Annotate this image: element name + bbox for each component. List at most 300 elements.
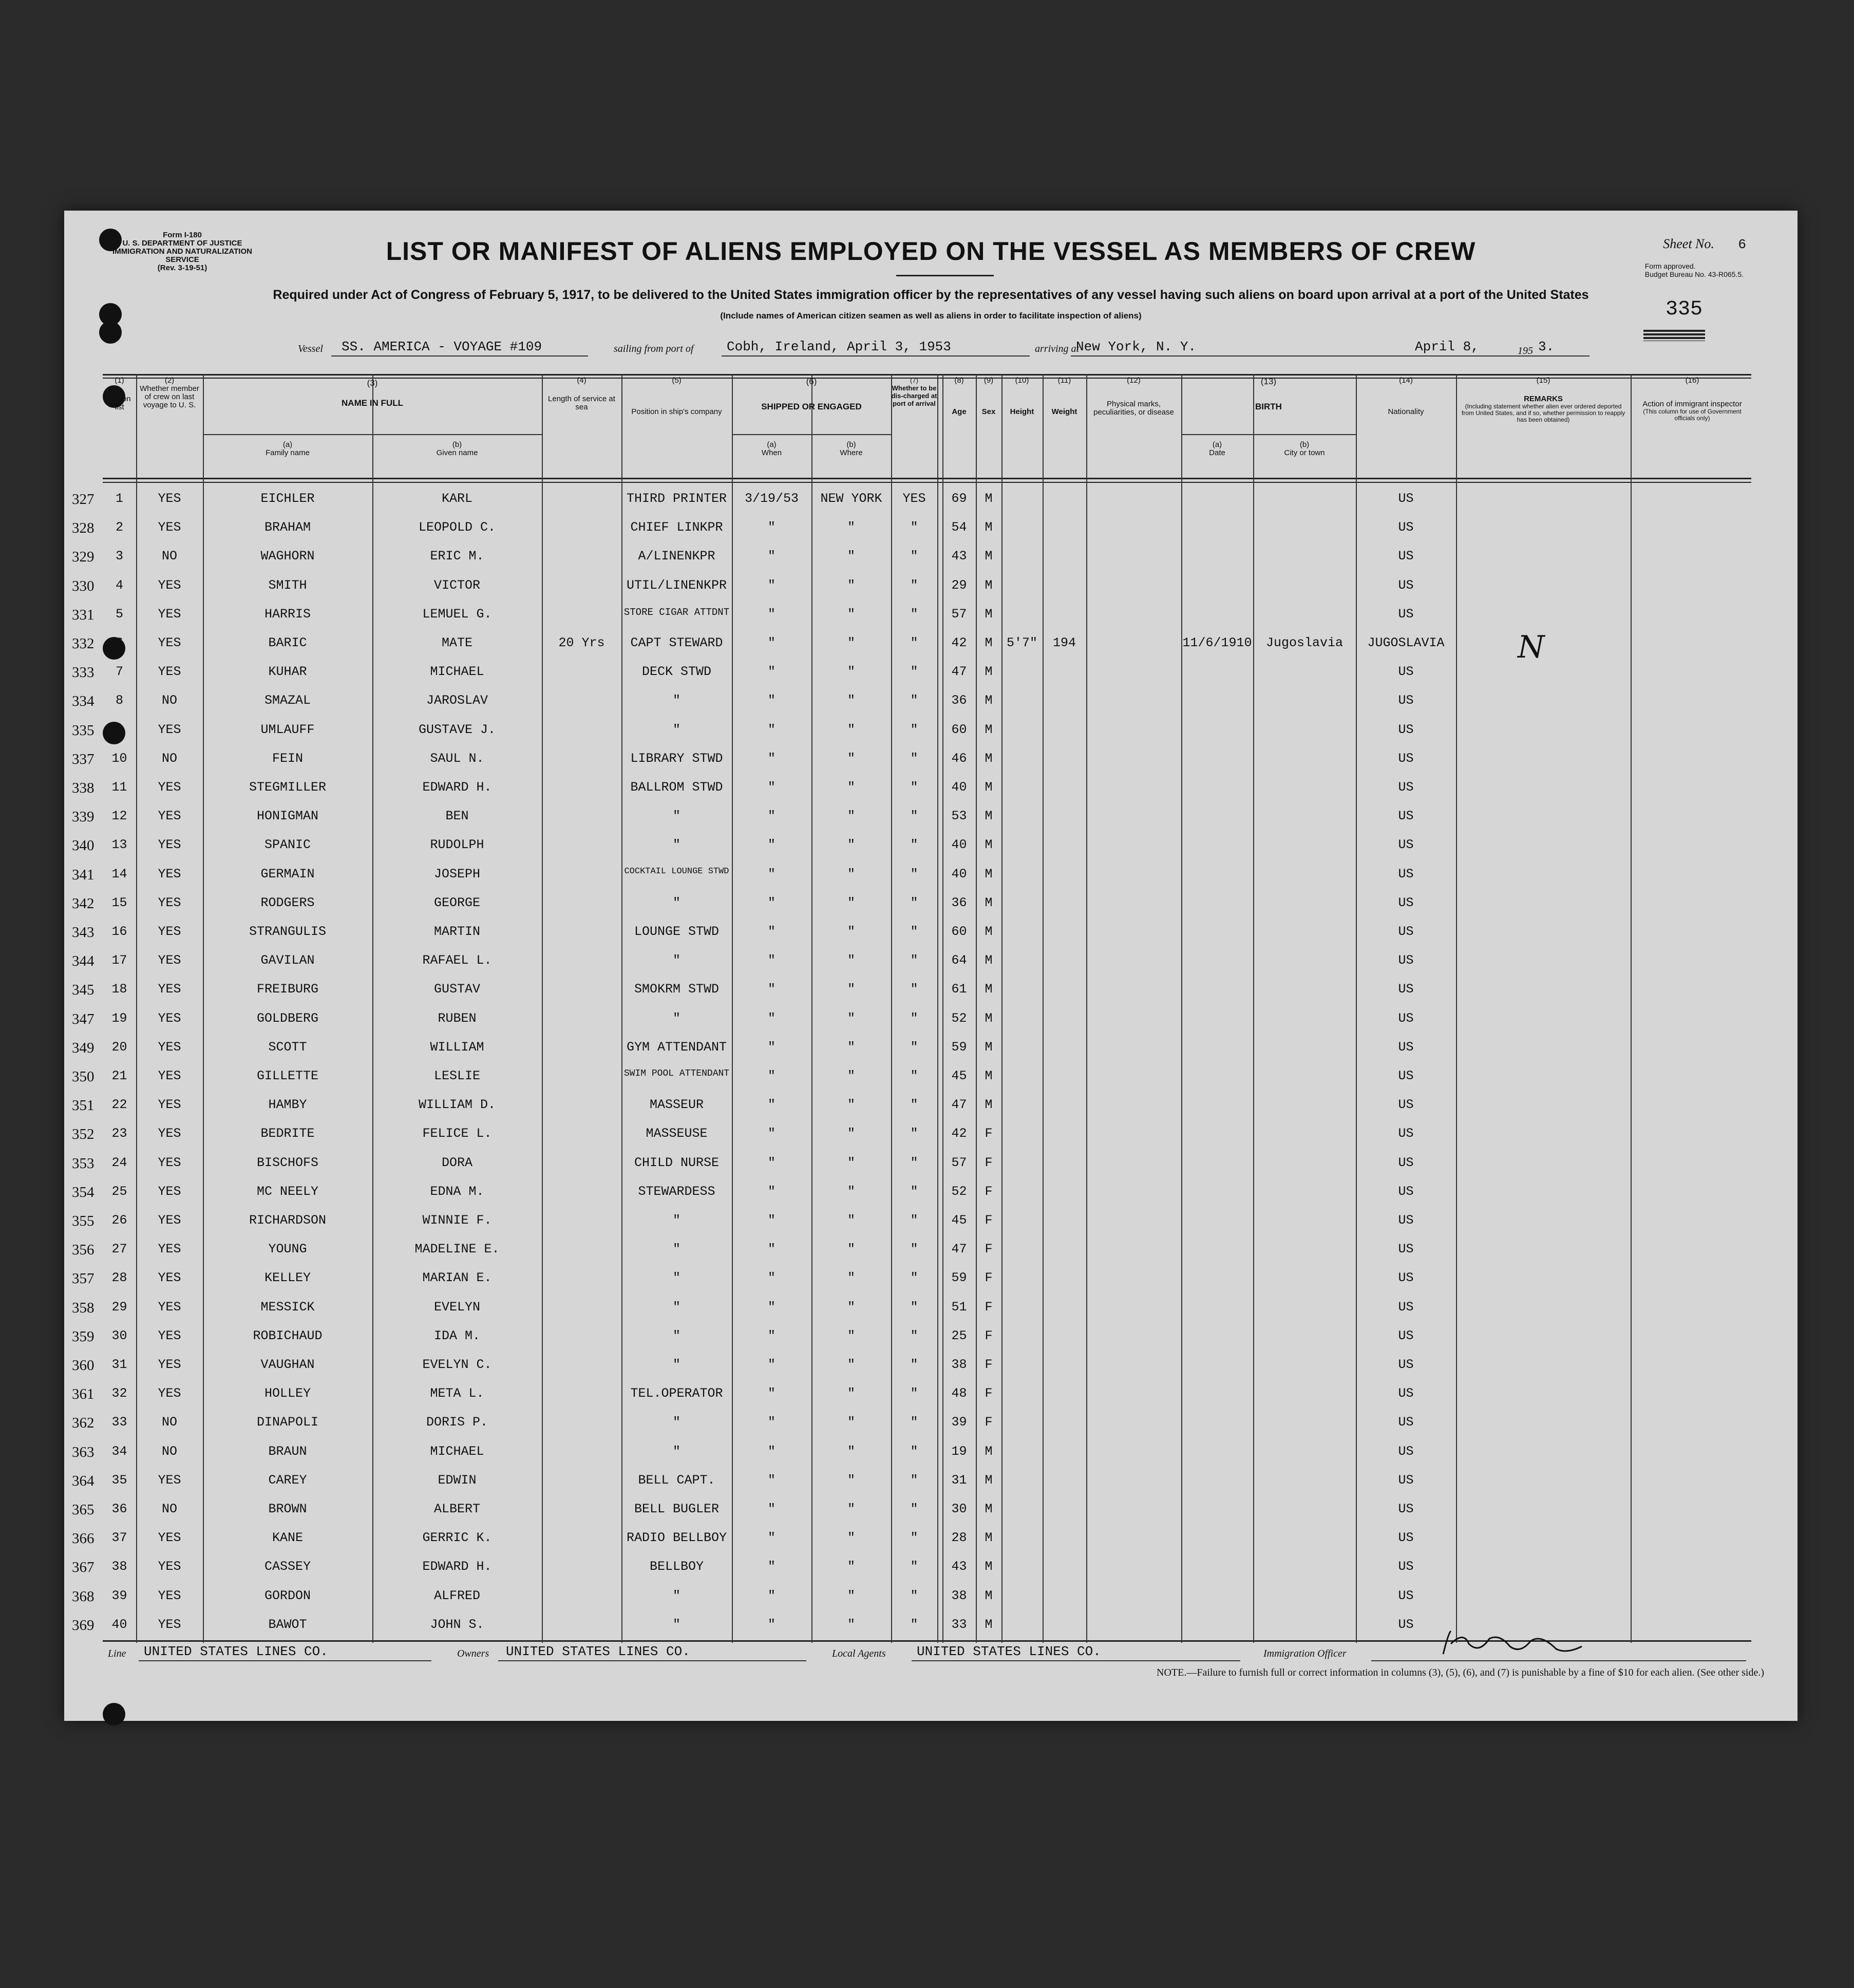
manifest-sheet — [64, 211, 1798, 1721]
manifest-number: 347 — [72, 1010, 94, 1027]
shipped-when: " — [767, 1068, 775, 1083]
crew-last-voyage: YES — [158, 1242, 181, 1257]
sex: F — [985, 1299, 993, 1315]
sex: M — [985, 722, 993, 737]
position: " — [672, 953, 680, 968]
discharged: " — [910, 1415, 918, 1430]
vessel-line — [64, 339, 1798, 360]
age: 39 — [951, 1415, 967, 1430]
birth-date: 11/6/1910 — [1182, 635, 1252, 650]
shipped-when: " — [767, 1242, 775, 1257]
shipped-where: " — [847, 1386, 855, 1401]
crew-last-voyage: YES — [158, 982, 181, 997]
age: 57 — [951, 606, 967, 622]
family-name: SMITH — [268, 577, 307, 593]
sex: F — [985, 1386, 993, 1401]
given-name: RAFAEL L. — [422, 953, 492, 968]
col-header-family-name: (a) Family name — [266, 440, 310, 457]
family-name: HAMBY — [268, 1097, 307, 1113]
line-underline — [139, 1660, 431, 1661]
manifest-number: 366 — [72, 1530, 94, 1547]
discharged: " — [910, 635, 918, 650]
shipped-where: " — [847, 606, 855, 622]
sex: F — [985, 1155, 993, 1170]
family-name: SPANIC — [264, 837, 311, 853]
sex: M — [985, 1559, 993, 1574]
shipped-where: " — [847, 1068, 855, 1083]
discharged: " — [910, 924, 918, 939]
table-row — [72, 1265, 1751, 1293]
subnote: (Include names of American citizen seamen as well as aliens in order to facilitate inspection of aliens) — [720, 311, 1142, 321]
given-name: RUDOLPH — [430, 837, 484, 853]
crew-last-voyage: YES — [158, 1472, 181, 1488]
family-name: BAWOT — [268, 1617, 307, 1632]
sex: M — [985, 924, 993, 939]
department: U. S. DEPARTMENT OF JUSTICE — [122, 239, 242, 248]
list-number: 1 — [115, 491, 123, 506]
given-name: LEOPOLD C. — [418, 520, 496, 535]
family-name: HARRIS — [264, 606, 311, 622]
shipped-where: " — [847, 1530, 855, 1546]
discharged: " — [910, 751, 918, 766]
nationality: US — [1398, 1357, 1414, 1372]
age: 59 — [951, 1039, 967, 1055]
col-header-no-on-list — [103, 377, 136, 411]
shipped-when: " — [767, 1010, 775, 1026]
table-row — [72, 746, 1751, 774]
table-row — [72, 1035, 1751, 1063]
col-sublabel: (Including statement whether alien ever ordered deported from United States, and if so, whether permission to reapply has been obtained) — [1461, 403, 1625, 423]
sex: M — [985, 1010, 993, 1026]
crew-last-voyage: YES — [158, 924, 181, 939]
position: UTIL/LINENKPR — [626, 577, 727, 593]
position: THIRD PRINTER — [626, 491, 727, 506]
discharged: " — [910, 606, 918, 622]
list-number: 30 — [111, 1328, 127, 1343]
shipped-when: " — [767, 1270, 775, 1286]
manifest-number: 327 — [72, 491, 94, 508]
family-name: GERMAIN — [260, 866, 315, 882]
shipped-where: " — [847, 1443, 855, 1459]
age: 48 — [951, 1386, 967, 1401]
family-name: FREIBURG — [256, 982, 319, 997]
age: 60 — [951, 924, 967, 939]
height: 5'7" — [1006, 635, 1037, 650]
rule — [103, 478, 1751, 479]
discharged: " — [910, 1270, 918, 1286]
sailing-value: Cobh, Ireland, April 3, 1953 — [727, 339, 951, 354]
subheader-rule — [732, 434, 891, 435]
given-name: MADELINE E. — [414, 1242, 500, 1257]
discharged: " — [910, 1472, 918, 1488]
col-header-whether-crew — [136, 377, 203, 409]
discharged: " — [910, 1242, 918, 1257]
list-number: 38 — [111, 1559, 127, 1574]
position: " — [672, 722, 680, 737]
shipped-when: " — [767, 1415, 775, 1430]
arriving-label: arriving at — [1035, 343, 1080, 354]
table-row — [72, 1121, 1751, 1149]
crew-last-voyage: YES — [158, 1617, 181, 1632]
family-name: BRAUN — [268, 1443, 307, 1459]
nationality: US — [1398, 924, 1414, 939]
position: CHILD NURSE — [634, 1155, 720, 1170]
nationality: US — [1398, 1242, 1414, 1257]
shipped-where: " — [847, 635, 855, 650]
nationality: US — [1398, 1126, 1414, 1141]
discharged: " — [910, 577, 918, 593]
family-name: BISCHOFS — [256, 1155, 319, 1170]
sex: M — [985, 751, 993, 766]
list-number: 8 — [115, 693, 123, 708]
given-name: ERIC M. — [430, 549, 484, 564]
crew-last-voyage: YES — [158, 1386, 181, 1401]
given-name: SAUL N. — [430, 751, 484, 766]
list-number: 22 — [111, 1097, 127, 1113]
sheet-number — [1663, 236, 1746, 252]
col-sublabel: (This column for use of Government officials only) — [1643, 408, 1742, 422]
discharged: " — [910, 1588, 918, 1603]
sex: M — [985, 1617, 993, 1632]
manifest-number: 354 — [72, 1184, 94, 1201]
vessel-label: Vessel — [298, 343, 323, 354]
age: 52 — [951, 1184, 967, 1199]
discharged: " — [910, 1213, 918, 1228]
discharged: " — [910, 1068, 918, 1083]
position: STEWARDESS — [638, 1184, 715, 1199]
age: 28 — [951, 1530, 967, 1546]
col-label: Height — [1010, 407, 1034, 416]
given-name: MARIAN E. — [422, 1270, 492, 1286]
table-row — [72, 1583, 1751, 1611]
sex: M — [985, 866, 993, 882]
list-number: 11 — [111, 780, 127, 795]
crew-last-voyage: YES — [158, 809, 181, 824]
manifest-number: 343 — [72, 924, 94, 941]
col-header-name — [203, 378, 542, 408]
crew-last-voyage: YES — [158, 1328, 181, 1343]
position: DECK STWD — [641, 664, 712, 680]
nationality: US — [1398, 1213, 1414, 1228]
list-number: 28 — [111, 1270, 127, 1286]
col-label: Physical marks, peculiarities, or disease — [1093, 400, 1174, 417]
shipped-where: " — [847, 1588, 855, 1603]
list-number: 12 — [111, 809, 127, 824]
shipped-when: " — [767, 606, 775, 622]
given-name: WINNIE F. — [422, 1213, 492, 1228]
position: " — [672, 1443, 680, 1459]
table-row — [72, 602, 1751, 630]
crew-last-voyage: YES — [158, 953, 181, 968]
position: STORE CIGAR ATTDNT — [623, 606, 730, 618]
col-header-birth-date: (a) Date — [1209, 440, 1225, 457]
list-number: 32 — [111, 1386, 127, 1401]
nationality: US — [1398, 895, 1414, 910]
shipped-when: " — [767, 780, 775, 795]
position: CAPT STEWARD — [630, 635, 723, 650]
sex: F — [985, 1415, 993, 1430]
manifest-number: 344 — [72, 953, 94, 970]
manifest-number: 365 — [72, 1502, 94, 1518]
nationality: US — [1398, 982, 1414, 997]
sex: M — [985, 837, 993, 853]
list-number: 34 — [111, 1443, 127, 1459]
sex: M — [985, 1472, 993, 1488]
shipped-when: " — [767, 1588, 775, 1603]
discharged: " — [910, 1184, 918, 1199]
family-name: BROWN — [268, 1502, 307, 1516]
vessel-underline — [331, 355, 588, 357]
col-num: (12) — [1127, 376, 1141, 385]
given-name: BEN — [445, 809, 469, 824]
col-header-birth-city: (b) City or town — [1284, 440, 1325, 457]
age: 40 — [951, 866, 967, 882]
family-name: SCOTT — [268, 1039, 307, 1055]
family-name: KANE — [272, 1530, 303, 1546]
list-number: 9 — [115, 722, 123, 737]
crew-last-voyage: NO — [161, 1443, 177, 1459]
position: " — [672, 1270, 680, 1286]
position: " — [672, 693, 680, 708]
list-number: 25 — [111, 1184, 127, 1199]
list-number: 7 — [115, 664, 123, 680]
agents-value: UNITED STATES LINES CO. — [917, 1644, 1101, 1659]
shipped-where: " — [847, 520, 855, 535]
manifest-number: 361 — [72, 1386, 94, 1403]
manifest-number: 353 — [72, 1155, 94, 1172]
shipped-where: " — [847, 895, 855, 910]
manifest-number: 328 — [72, 520, 94, 537]
table-row — [72, 1410, 1751, 1438]
subheader-rule — [1181, 434, 1356, 435]
given-name: JOSEPH — [433, 866, 480, 882]
officer-underline — [1371, 1660, 1746, 1661]
discharged: " — [910, 722, 918, 737]
family-name: DINAPOLI — [256, 1415, 319, 1430]
crew-last-voyage: NO — [161, 751, 177, 766]
shipped-where: " — [847, 693, 855, 708]
position: CHIEF LINKPR — [630, 520, 723, 535]
age: 42 — [951, 635, 967, 650]
manifest-number: 339 — [72, 809, 94, 826]
manifest-number: 350 — [72, 1068, 94, 1085]
table-row — [72, 803, 1751, 832]
shipped-when: " — [767, 577, 775, 593]
nationality: US — [1398, 606, 1414, 622]
shipped-when: " — [767, 982, 775, 997]
approval-line: Form approved. — [1644, 262, 1696, 270]
table-row — [72, 1092, 1751, 1120]
given-name: EVELYN — [433, 1299, 480, 1315]
manifest-number: 345 — [72, 982, 94, 999]
age: 47 — [951, 1242, 967, 1257]
given-name: JOHN S. — [430, 1617, 484, 1632]
age: 45 — [951, 1213, 967, 1228]
crew-last-voyage: YES — [158, 1357, 181, 1372]
sex: M — [985, 780, 993, 795]
family-name: MC NEELY — [256, 1184, 319, 1199]
family-name: RICHARDSON — [249, 1213, 327, 1228]
given-name: EDNA M. — [430, 1184, 484, 1199]
shipped-where: " — [847, 549, 855, 564]
list-number: 20 — [111, 1039, 127, 1055]
position: " — [672, 1242, 680, 1257]
given-name: MICHAEL — [430, 664, 484, 680]
shipped-where: " — [847, 982, 855, 997]
col-num: (8) — [954, 376, 964, 385]
age: 60 — [951, 722, 967, 737]
crew-last-voyage: YES — [158, 1039, 181, 1055]
list-number: 3 — [115, 549, 123, 564]
arriving-underline — [1071, 355, 1590, 357]
stamp-number: 335 — [1665, 298, 1702, 321]
sex: M — [985, 1588, 993, 1603]
sex: M — [985, 635, 993, 650]
shipped-when: " — [767, 1299, 775, 1315]
shipped-when: " — [767, 953, 775, 968]
shipped-when: " — [767, 1126, 775, 1141]
shipped-where: " — [847, 1472, 855, 1488]
crew-last-voyage: YES — [158, 1270, 181, 1286]
shipped-when: " — [767, 1443, 775, 1459]
col-num: (3) — [367, 378, 378, 388]
age: 25 — [951, 1328, 967, 1343]
given-name: WILLIAM D. — [418, 1097, 496, 1113]
discharged: " — [910, 895, 918, 910]
col-num: (4) — [577, 376, 587, 385]
family-name: KUHAR — [268, 664, 307, 680]
sex: M — [985, 953, 993, 968]
manifest-number: 369 — [72, 1617, 94, 1634]
discharged: " — [910, 1357, 918, 1372]
position: BELL BUGLER — [634, 1502, 720, 1516]
list-number: 29 — [111, 1299, 127, 1315]
given-name: GUSTAVE J. — [418, 722, 496, 737]
list-number: 2 — [115, 520, 123, 535]
shipped-where: " — [847, 1299, 855, 1315]
sex: F — [985, 1184, 993, 1199]
nationality: US — [1398, 837, 1414, 853]
crew-last-voyage: YES — [158, 1559, 181, 1574]
given-name: KARL — [441, 491, 472, 506]
col-header-length-service — [542, 377, 621, 411]
col-num: (1) — [115, 376, 124, 385]
shipped-when: " — [767, 809, 775, 824]
given-name: EDWARD H. — [422, 780, 492, 795]
table-row — [72, 659, 1751, 687]
col-header-shipped — [732, 377, 891, 411]
given-name: GUSTAV — [433, 982, 480, 997]
table-row — [72, 486, 1751, 514]
age: 45 — [951, 1068, 967, 1083]
list-number: 24 — [111, 1155, 127, 1170]
shipped-when: " — [767, 1155, 775, 1170]
crew-last-voyage: YES — [158, 780, 181, 795]
family-name: VAUGHAN — [260, 1357, 315, 1372]
nationality: JUGOSLAVIA — [1367, 635, 1445, 650]
crew-last-voyage: YES — [158, 635, 181, 650]
family-name: STRANGULIS — [249, 924, 327, 939]
position: " — [672, 837, 680, 853]
crew-last-voyage: YES — [158, 1068, 181, 1083]
crew-last-voyage: YES — [158, 866, 181, 882]
position: " — [672, 895, 680, 910]
list-number: 27 — [111, 1242, 127, 1257]
shipped-when: " — [767, 1357, 775, 1372]
col-label: BIRTH — [1255, 402, 1282, 411]
col-num: (13) — [1260, 377, 1277, 386]
age: 38 — [951, 1357, 967, 1372]
shipped-when: " — [767, 635, 775, 650]
manifest-number: 338 — [72, 780, 94, 796]
crew-table — [72, 374, 1751, 1643]
position: " — [672, 1213, 680, 1228]
list-number: 19 — [111, 1010, 127, 1026]
age: 31 — [951, 1472, 967, 1488]
crew-last-voyage: YES — [158, 491, 181, 506]
shipped-when: " — [767, 1617, 775, 1632]
crew-last-voyage: YES — [158, 606, 181, 622]
position: BELL CAPT. — [638, 1472, 715, 1488]
list-number: 39 — [111, 1588, 127, 1603]
nationality: US — [1398, 751, 1414, 766]
form-number: Form I-180 — [163, 231, 202, 239]
shipped-where: " — [847, 780, 855, 795]
col-num: (11) — [1057, 376, 1071, 385]
discharged: " — [910, 1126, 918, 1141]
col-header-weight — [1043, 377, 1086, 416]
shipped-where: " — [847, 1242, 855, 1257]
manifest-number: 352 — [72, 1126, 94, 1143]
table-row — [72, 1006, 1751, 1034]
sex: M — [985, 1068, 993, 1083]
shipped-when: " — [767, 722, 775, 737]
discharged: " — [910, 1010, 918, 1026]
col-header-when: (a) When — [761, 440, 782, 457]
position: LIBRARY STWD — [630, 751, 723, 766]
nationality: US — [1398, 1328, 1414, 1343]
position: " — [672, 1357, 680, 1372]
given-name: MARTIN — [433, 924, 480, 939]
age: 38 — [951, 1588, 967, 1603]
shipped-when: " — [767, 1530, 775, 1546]
nationality: US — [1398, 809, 1414, 824]
age: 46 — [951, 751, 967, 766]
manifest-number: 342 — [72, 895, 94, 912]
shipped-where: " — [847, 1039, 855, 1055]
shipped-when: " — [767, 751, 775, 766]
manifest-number: 340 — [72, 837, 94, 854]
nationality: US — [1398, 1617, 1414, 1632]
sailing-label: sailing from port of — [614, 343, 694, 354]
given-name: DORIS P. — [426, 1415, 488, 1430]
sex: M — [985, 693, 993, 708]
list-number: 36 — [111, 1502, 127, 1516]
nationality: US — [1398, 1097, 1414, 1113]
family-name: GAVILAN — [260, 953, 315, 968]
family-name: WAGHORN — [260, 549, 315, 564]
age: 36 — [951, 895, 967, 910]
table-row — [72, 1179, 1751, 1207]
given-name: ALBERT — [433, 1502, 480, 1516]
col-label: Weight — [1051, 407, 1077, 416]
family-name: RODGERS — [260, 895, 315, 910]
shipped-when: " — [767, 1184, 775, 1199]
position: " — [672, 1588, 680, 1603]
list-number: 10 — [111, 751, 127, 766]
rule — [103, 482, 1751, 483]
age: 40 — [951, 837, 967, 853]
